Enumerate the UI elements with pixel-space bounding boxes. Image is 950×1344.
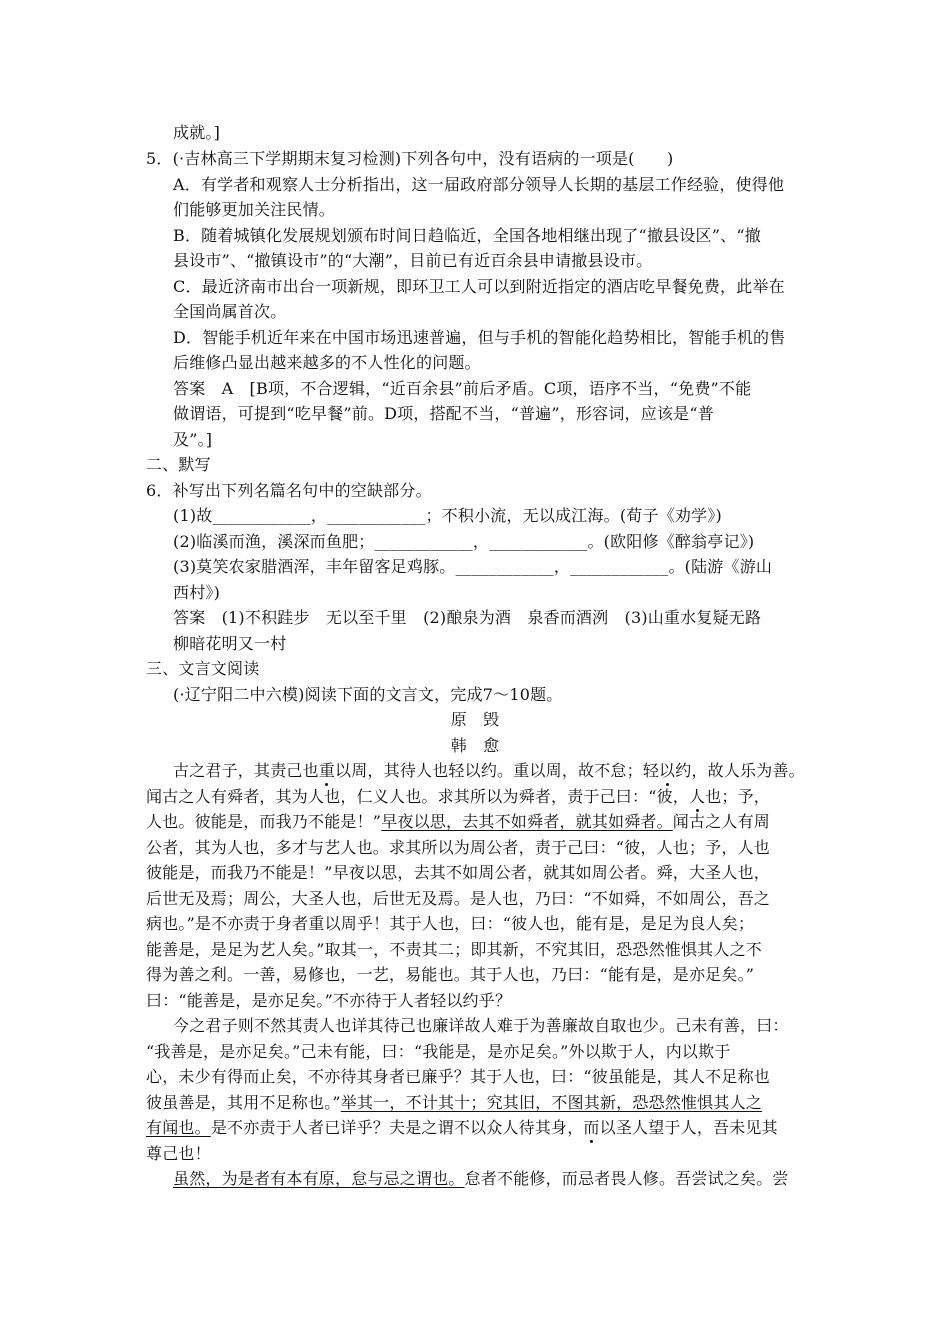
paragraph-line: 彼虽善是，其用不足称也。”举其一，不计其十；究其旧，不图其新，恐恐然惟惧其人之 [146,1093,762,1112]
option-c: C．最近济南市出台一项新规，即环卫工人可以到附近指定的酒店吃早餐免费，此举在 [173,277,785,296]
answer-6-cont: 柳暗花明又一村 [173,634,287,653]
option-c-cont: 全国尚属首次。 [173,302,287,321]
reading-intro: (·辽宁阳二中六模)阅读下面的文言文，完成7～10题。 [173,685,563,704]
underlined-sentence: 早夜以思，去其不如舜者，就其如舜者。 [381,812,673,831]
emphasis-char: 而 [583,1118,600,1137]
option-a-cont: 们能够更加关注民情。 [173,200,336,219]
answer-5: 答案 A [B项，不合逻辑，“近百余县”前后矛盾。C项，语序不当，“免费”不能 [173,379,752,398]
paragraph-line: 公者，其为人也，多才与艺人也。求其所以为周公者，责于己曰：“彼，人也；予，人也 [146,838,770,857]
option-b-cont: 县设市”、“撤镇设市”的“大潮”，目前已有近百余县申请撤县设市。 [173,251,653,270]
paragraph-line: 今之君子则不然其责人也详其待己也廉详故人难于为善廉故自取也少。己未有善，曰： [173,1016,789,1035]
essay-author: 韩 愈 [450,736,500,755]
paragraph-line: “我善是，是亦足矣。”己未有能，曰：“我能是，是亦足矣。”外以欺于人，内以欺于 [146,1042,731,1061]
option-b: B．随着城镇化发展规划颁布时间日趋临近，全国各地相继出现了“撤县设区”、“撤 [173,226,761,245]
paragraph-line: 心，未少有得而止矣，不亦待其身者已廉乎？其于人也，曰：“彼虽能是，其人不足称也 [146,1067,770,1086]
emphasis-char: 人 [688,787,706,806]
paragraph-line: 闻古之人有舜者，其为人也，仁义人也。求其所以为舜者，责于己曰：“彼，人也；予， [146,787,770,806]
question-6-stem: 6．补写出下列名篇名句中的空缺部分。 [146,481,432,500]
text-line: 成就。] [173,123,221,142]
answer-5-cont: 做谓语，可提到“吃早餐”前。D项，搭配不当，“普遍”，形容词，应该是“普 [173,404,714,423]
paragraph-line: 彼能是，而我乃不能是！”早夜以思，去其不如周公者，就其如周公者。舜，大圣人也， [146,863,770,882]
paragraph-line: 得为善之利。一善，易修也，一艺，易能也。其于人也，乃曰：“能有是，是亦足矣。” [146,965,755,984]
option-d: D．智能手机近年来在中国市场迅速普遍，但与手机的智能化趋势相比，智能手机的售 [173,328,786,347]
emphasis-char: 重 [318,761,336,780]
question-6-item: (3)莫笑农家腊酒浑，丰年留客足鸡豚。____________，____________。(陆游《游山 [173,557,773,576]
question-5-stem: 5．(·吉林高三下学期期末复习检测)下列各句中，没有语病的一项是( ) [146,149,674,168]
option-d-cont: 后维修凸显出越来越多的不人性化的问题。 [173,353,481,372]
underlined-sentence: 举其一，不计其十；究其旧，不图其新，恐恐然惟惧其人之 [340,1093,762,1112]
section-heading: 三、文言文阅读 [146,659,260,678]
question-6-item: (1)故____________，____________；不积小流，无以成江海。(荀子《劝学》) [173,506,722,525]
paragraph-line: 虽然，为是者有本有原，怠与忌之谓也。怠者不能修，而忌者畏人修。吾尝试之矣。尝 [173,1169,789,1188]
answer-6: 答案 (1)不积跬步 无以至千里 (2)酿泉为酒 泉香而酒洌 (3)山重水复疑无路 [173,608,762,627]
paragraph-line: 尊己也！ [146,1144,211,1163]
question-6-item: (2)临溪而渔，溪深而鱼肥；____________，____________。(欧阳修《醉翁亭记》) [173,532,755,551]
paragraph-line: 人也。彼能是，而我乃不能是！”早夜以思，去其不如舜者，就其如舜者。闻古之人有周 [146,812,770,831]
option-a: A．有学者和观察人士分析指出，这一届政府部分领导人长期的基层工作经验，使得他 [173,175,785,194]
emphasis-char: 以 [659,761,676,780]
paragraph-line: 有闻也。是不亦责于人者已详乎？夫是之谓不以众人待其身，而以圣人望于人，吾未见其 [146,1118,778,1137]
underlined-sentence: 虽然，为是者有本有原，怠与忌之谓也。 [173,1169,465,1188]
paragraph-line: 古之君子，其责己也重以周，其待人也轻以约。重以周，故不怠；轻以约，故人乐为善。 [173,761,805,780]
answer-5-cont: 及”。] [173,430,213,449]
paragraph-line: 能善是，是足为艺人矣。”取其一，不责其二；即其新，不究其旧，恐恐然惟惧其人之不 [146,940,762,959]
paragraph-line: 病也。”是不亦责于身者重以周乎！其于人也，曰：“彼人也，能有是，是足为良人矣； [146,914,755,933]
paragraph-line: 后世无及焉；周公，大圣人也，后世无及焉。是人也，乃曰：“不如舜，不如周公，吾之 [146,889,770,908]
essay-title: 原 毁 [450,710,500,729]
section-heading: 二、默写 [146,455,211,474]
paragraph-line: 曰：“能善是，是亦足矣。”不亦待于人者轻以约乎？ [146,991,512,1010]
underlined-sentence: 有闻也。 [146,1118,211,1137]
question-6-item-cont: 西村》) [173,583,221,602]
